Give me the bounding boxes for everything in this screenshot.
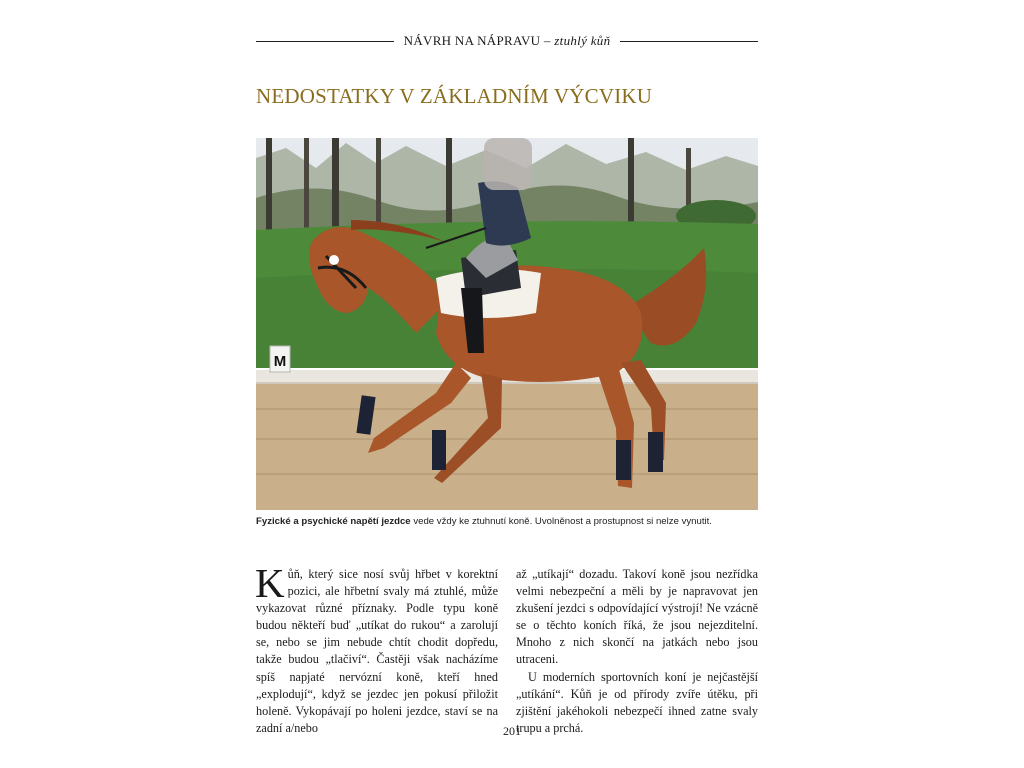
header-rule-left — [256, 41, 394, 42]
photo-illustration — [256, 138, 758, 510]
column-left — [255, 560, 498, 737]
page-number: 201 — [503, 724, 521, 738]
paragraph-text: ůň, který sice nosí svůj hřbet v korektní pozici, ale hřbetní svaly má ztuhlé, může vykazovat různé příznaky. Podle typu koně budou někteří buď „utíkat do rukou“ a zarolují se, nebo se jim nebude chtít chodit dopředu, takže budou „tlačiví“. Častěji však nacházíme spíš napjaté nervózní koně, kteří hned „explodují“, když se jezdec jen pokusí přiložit holeně. Vykopávají po holeni jezdce, staví se na zadní a/nebo — [256, 567, 498, 735]
header-sub: ztuhlý kůň — [554, 33, 611, 48]
arena-letter-marker — [270, 346, 290, 372]
column-right — [516, 566, 758, 737]
caption-bold: Fyzické a psychické napětí jezdce — [256, 516, 411, 527]
section-title: NEDOSTATKY V ZÁKLADNÍM VÝCVIKU — [256, 84, 653, 108]
paragraph: až „utíkají“ dozadu. Takoví koně jsou nezřídka velmi nebezpeční a měli by je napravovat jen zkušení jezdci s odpovídající výstrojí! Ne vzácně se o těchto koních říká, že jsou nejezditelní. Mnoho z nich skončí na jatkách nebo jsou utraceni. — [516, 567, 758, 667]
header-rule-right — [620, 41, 758, 42]
dressage-photo — [256, 138, 758, 510]
running-header — [256, 31, 758, 51]
photo-caption — [256, 516, 758, 527]
caption-rest: vede vždy ke ztuhnutí koně. Uvolněnost a prostupnost si nelze vynutit. — [410, 516, 712, 527]
header-main: NÁVRH NA NÁPRAVU – — [403, 33, 551, 48]
sand — [256, 384, 758, 510]
arena-letter: M — [273, 353, 287, 370]
paragraph — [255, 560, 498, 737]
drop-cap: K — [255, 560, 285, 606]
paragraph: U moderních sportovních koní je nejčastější „utíkání“. Kůň je od přírody zvíře útěku, při zjištění jakéhokoli nebezpečí ihned zatne svaly trupu a prchá. — [516, 669, 758, 735]
header-text — [394, 33, 621, 49]
body-text — [255, 560, 758, 737]
